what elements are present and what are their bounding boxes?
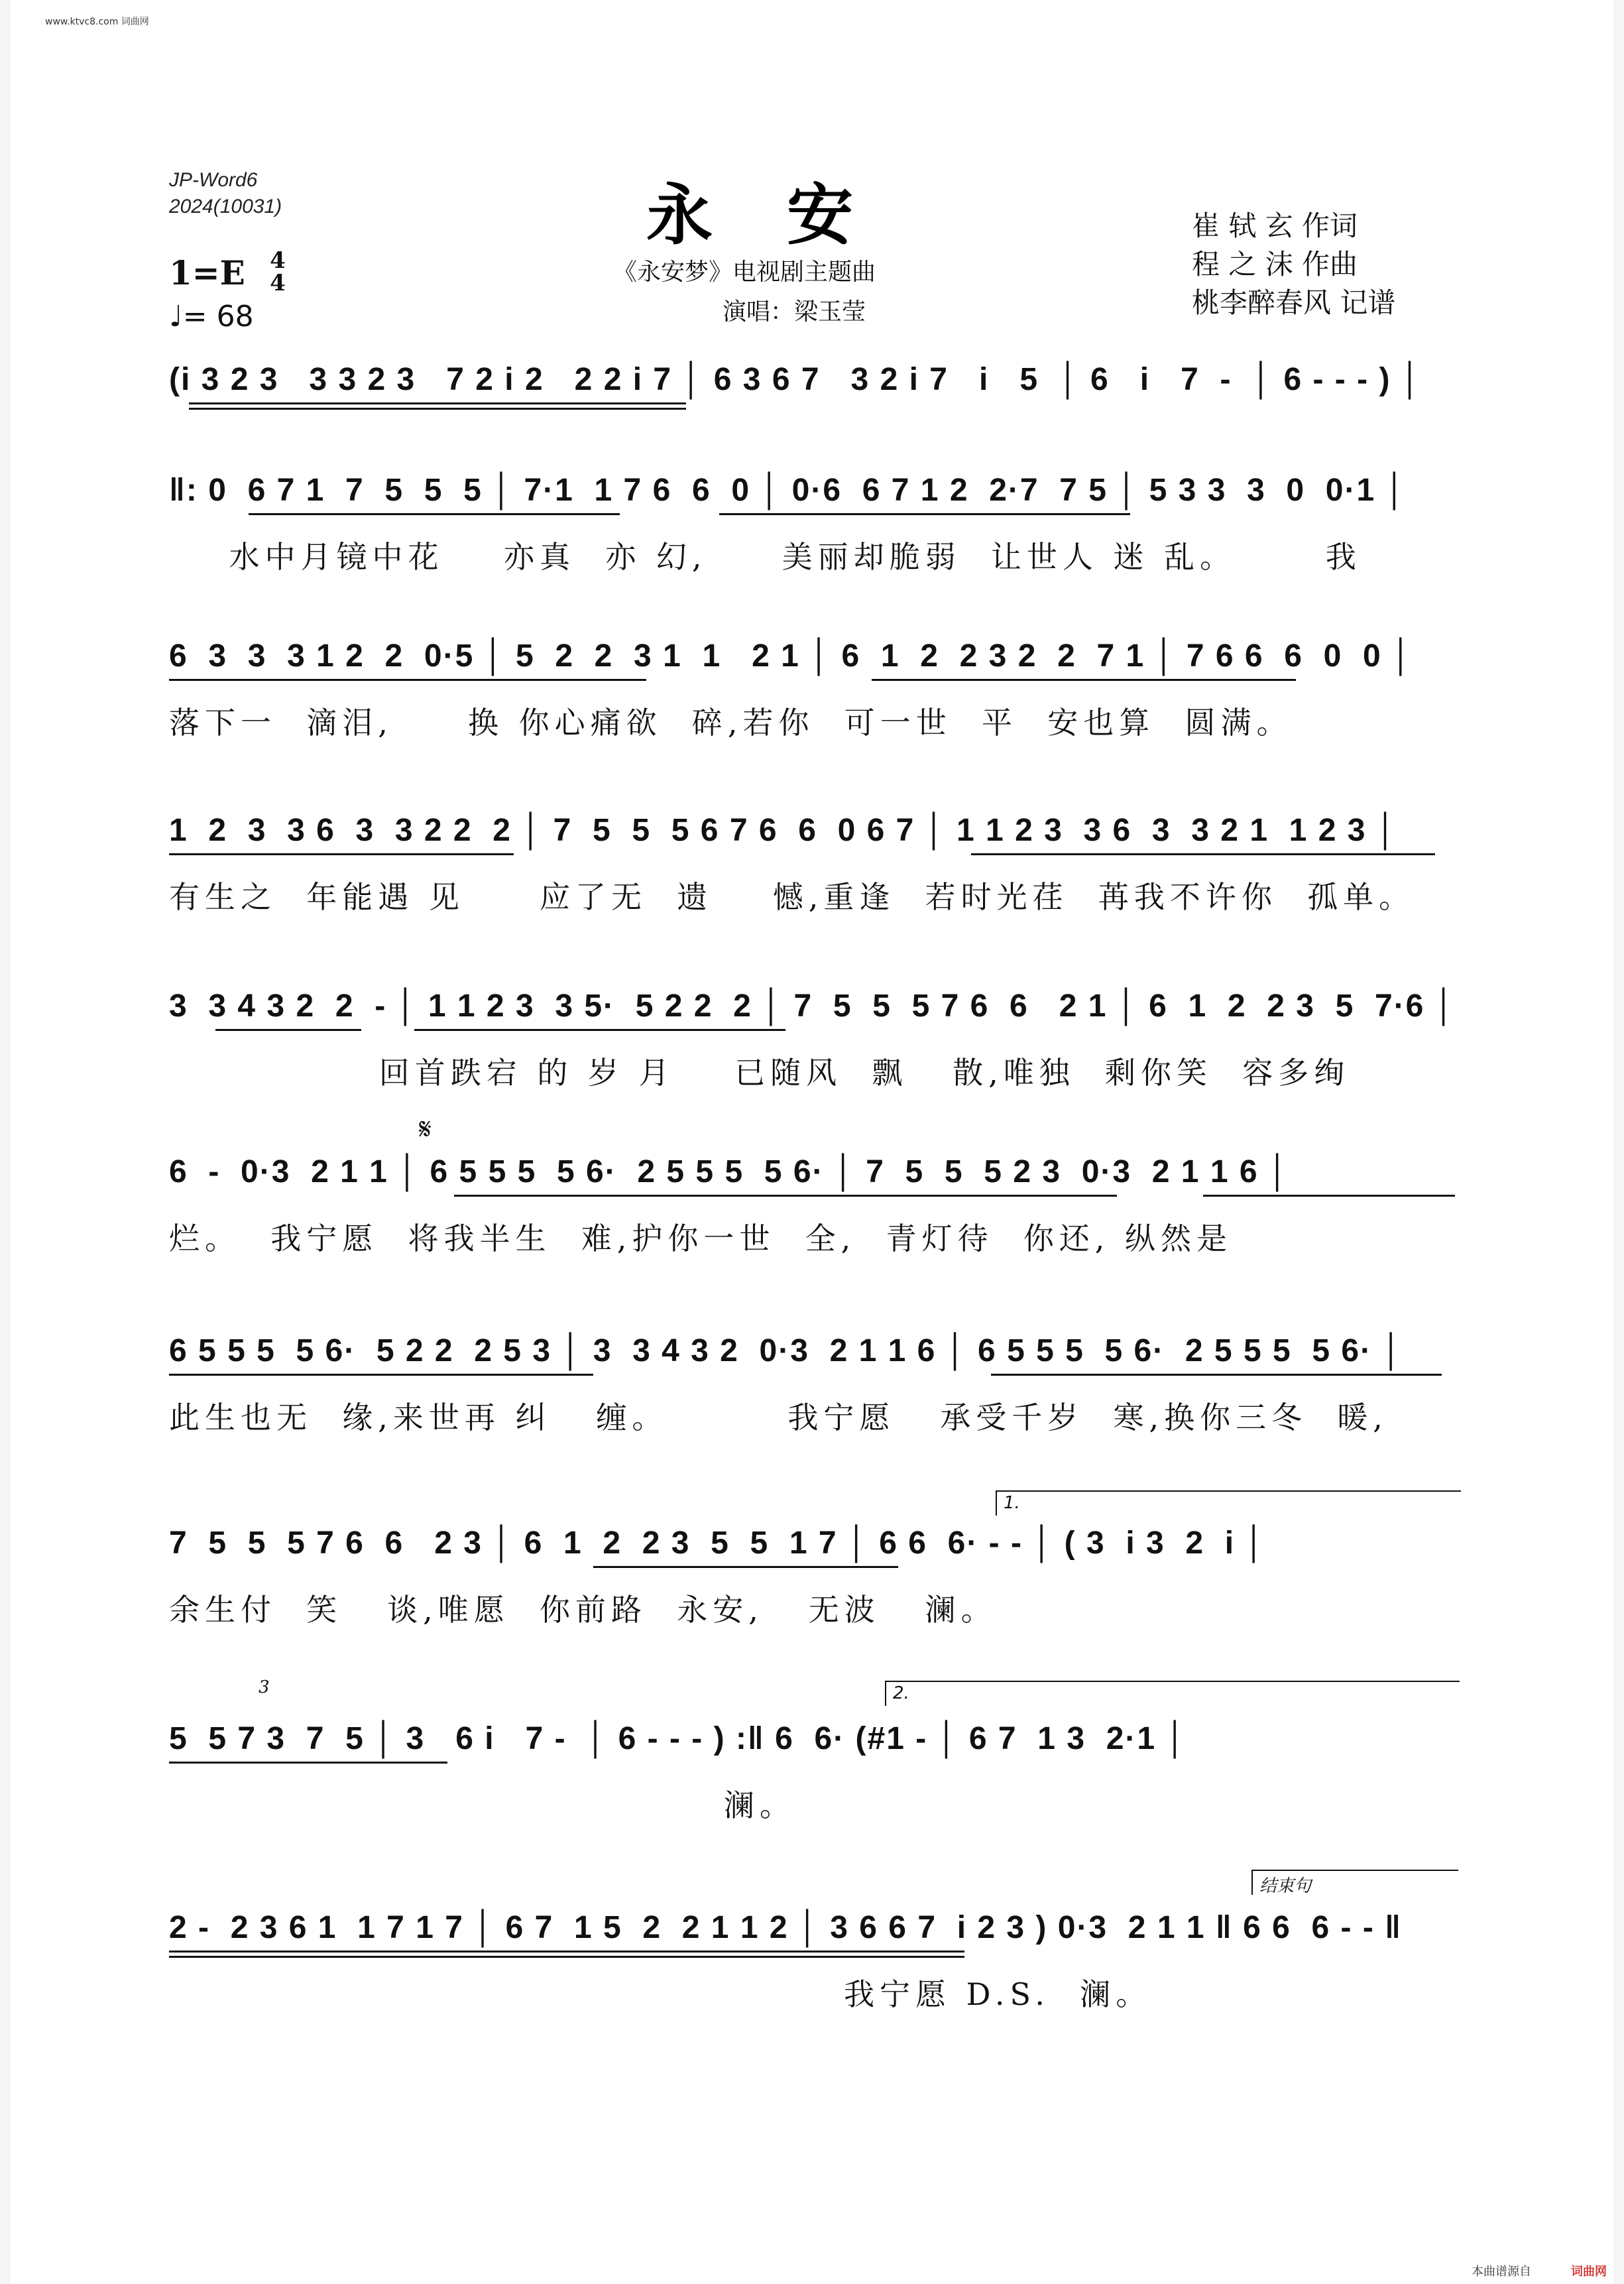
score-row-9 — [169, 1720, 1462, 1823]
beam-line — [169, 1762, 447, 1764]
notation-line: 1 2 3 3 6 3 3 2 2 2 │ 7 5 5 5 6 7 6 6 0 6 7 │ 1 1 2 3 3 6 3 3 2 1 1 2 3 │ — [169, 813, 1398, 848]
song-subtitle: 《永安梦》电视剧主题曲 — [613, 259, 876, 286]
watermark-text: www.ktvc8.com 词曲网 — [45, 17, 149, 27]
notation-line: 2 - 2 3 6 1 1 7 1 7 │ 6 7 1 5 2 2 1 1 2 │ 3 6 6 7 i 2 3 ) 0·3 2 1 1 ‖ 6 6 6 - - ‖ — [169, 1910, 1403, 1945]
singer-credit: 演唱：梁玉莹 — [723, 298, 866, 326]
notation-line: 3 3 4 3 2 2 - │ 1 1 2 3 3 5· 5 2 2 2 │ 7 5 5 5 7 6 6 2 1 │ 6 1 2 2 3 5 7·6 │ — [169, 989, 1456, 1024]
beam-line — [454, 1195, 1117, 1197]
score-row-5 — [169, 988, 1462, 1091]
notation-line: ‖: 0 6 7 1 7 5 5 5 │ 7·1 1 7 6 6 0 │ 0·6 6 7 1 2 2·7 7 5 │ 5 3 3 3 0 0·1 │ — [169, 473, 1407, 508]
score-row-7 — [169, 1333, 1462, 1435]
first-ending-label: 1. — [1004, 1493, 1020, 1513]
segno-sign: 𝄋 — [419, 1112, 432, 1146]
lyric-line: 落下一 滴泪, 换 你心痛欲 碎,若你 可一世 平 安也算 圆满。 — [169, 705, 1293, 741]
beam-line — [169, 1951, 964, 1953]
beam-line — [593, 1566, 898, 1568]
score-row-1 — [169, 361, 1462, 414]
beam-line — [991, 1374, 1442, 1376]
notation-line: 6 - 0·3 2 1 1 │ 6 5 5 5 5 6· 2 5 5 5 5 6· │ 7 5 5 5 2 3 0·3 2 1 1 6 │ — [169, 1154, 1290, 1189]
beam-line — [169, 1374, 593, 1376]
second-ending-label: 2. — [893, 1683, 909, 1703]
beam-line — [169, 679, 646, 681]
beam-line — [189, 408, 686, 410]
beam-line — [971, 853, 1435, 855]
lyric-line: 澜。 — [169, 1787, 796, 1823]
beam-line — [189, 402, 686, 404]
left-page-edge — [0, 0, 10, 2284]
beam-line — [872, 679, 1296, 681]
lyric-line: 烂。 我宁愿 将我半生 难,护你一世 全, 青灯待 你还, 纵然是 — [169, 1221, 1232, 1256]
lyric-line: 我宁愿 D.S. 澜。 — [169, 1976, 1152, 2012]
beam-line — [1203, 1195, 1455, 1197]
lyricist-credit: 崔 轼 玄 作词 — [1192, 210, 1358, 242]
footer-logo: 词曲网 — [1571, 2265, 1607, 2279]
key-signature: 1=E — [169, 253, 245, 292]
credits-block — [1192, 207, 1395, 322]
score-id: 2024(10031) — [169, 196, 282, 217]
time-signature-bottom: 4 — [270, 270, 286, 296]
lyric-line: 此生也无 缘,来世再 纠 缠。 我宁愿 承受千岁 寒,换你三冬 暖, — [169, 1400, 1388, 1435]
lyric-line: 余生付 笑 谈,唯愿 你前路 永安, 无波 澜。 — [169, 1592, 997, 1628]
score-row-10 — [169, 1909, 1462, 2012]
score-row-6 — [169, 1154, 1462, 1256]
transcriber-credit: 桃李醉春风 记谱 — [1192, 286, 1396, 319]
tempo-marking: ♩= 68 — [169, 300, 254, 333]
software-version: JP-Word6 — [169, 169, 258, 191]
notation-line: 6 3 3 3 1 2 2 0·5 │ 5 2 2 3 1 1 2 1 │ 6 1 2 2 3 2 2 7 1 │ 7 6 6 6 0 0 │ — [169, 638, 1414, 674]
beam-line — [215, 1029, 361, 1031]
notation-line: 7 5 5 5 7 6 6 2 3 │ 6 1 2 2 3 5 5 1 7 │ 6 6 6· - - │ ( 3 i 3 2 i │ — [169, 1526, 1267, 1561]
beam-line — [169, 1956, 964, 1958]
notation-line: 5 5 7 3 7 5 │ 3 6 i 7 - │ 6 - - - ) :‖ 6 6· (#1 - │ 6 7 1 3 2·1 │ — [169, 1721, 1188, 1756]
score-row-3 — [169, 638, 1462, 741]
lyric-line: 回首跌宕 的 岁 月 已随风 飘 散,唯独 剩你笑 容多绚 — [169, 1055, 1350, 1091]
footer-source-text: 本曲谱源自 — [1472, 2265, 1531, 2279]
time-signature — [267, 249, 288, 294]
notation-line: (i 3 2 3 3 3 2 3 7 2 i 2 2 2 i 7 │ 6 3 6 7 3 2 i 7 i 5 │ 6 i 7 - │ 6 - - - ) │ — [169, 362, 1422, 397]
second-ending-bracket — [885, 1681, 1460, 1706]
score-row-4 — [169, 812, 1462, 915]
first-ending-bracket — [996, 1490, 1461, 1516]
time-signature-top: 4 — [270, 247, 286, 274]
composer-credit: 程 之 沫 作曲 — [1192, 248, 1358, 280]
coda-label: 结束句 — [1259, 1876, 1312, 1896]
score-row-2 — [169, 472, 1462, 575]
lyric-line: 有生之 年能遇 见 应了无 遗 憾,重逢 若时光荏 苒我不许你 孤单。 — [169, 879, 1415, 915]
right-page-edge — [1614, 0, 1624, 2284]
lyric-line: 水中月镜中花 亦真 亦 幻, 美丽却脆弱 让世人 迷 乱。 我 — [169, 539, 1362, 575]
beam-line — [249, 513, 620, 515]
beam-line — [414, 1029, 785, 1031]
notation-line: 6 5 5 5 5 6· 5 2 2 2 5 3 │ 3 3 4 3 2 0·3 2 1 1 6 │ 6 5 5 5 5 6· 2 5 5 5 5 6· │ — [169, 1333, 1404, 1368]
song-title: 永安 — [646, 176, 927, 254]
triplet-mark: 3 — [259, 1677, 270, 1697]
coda-bracket — [1251, 1870, 1458, 1895]
score-row-8 — [169, 1525, 1462, 1628]
beam-line — [719, 513, 1130, 515]
beam-line — [169, 853, 514, 855]
